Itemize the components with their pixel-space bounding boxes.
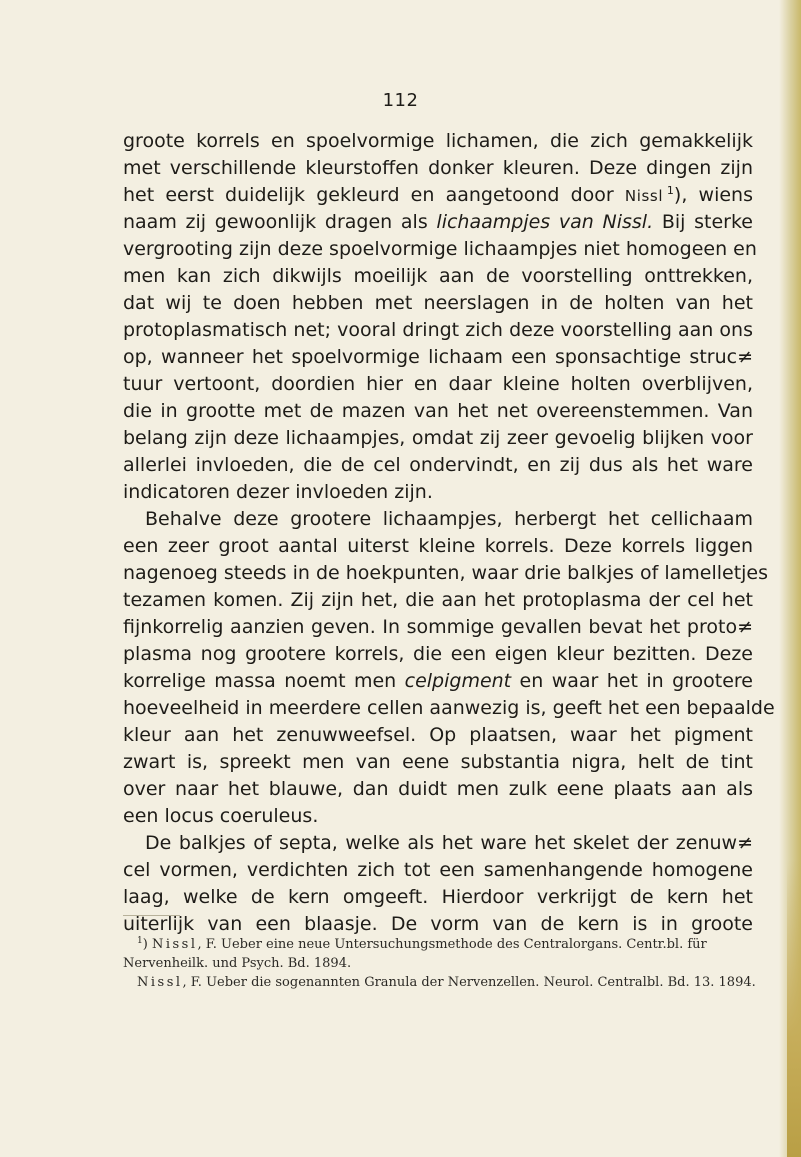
page-edge-stain <box>787 860 801 1157</box>
text-line: over naar het blauwe, dan duidt men zulk eene plaats aan als <box>123 778 753 800</box>
text-line: kleur aan het zenuwweefsel. Op plaatsen, waar het pigment <box>123 724 753 746</box>
text-line: met verschillende kleurstoffen donker kleuren. Deze dingen zijn <box>123 157 753 179</box>
text-line: groote korrels en spoelvormige lichamen, die zich gemakkelijk <box>123 130 753 152</box>
footnote-divider <box>123 915 180 916</box>
text-line: men kan zich dikwijls moeilijk aan de voorstelling onttrekken, <box>123 265 753 287</box>
text-line: plasma nog grootere korrels, die een eigen kleur bezitten. Deze <box>123 643 753 665</box>
footnote-mark: 1 <box>137 936 143 946</box>
footnote-line: $^1$) Nissl, F. Ueber eine neue Untersuchungsmethode des Centralorgans. Centr.bl. für <box>137 936 707 952</box>
text-line: De balkjes of septa, welke als het ware het skelet der zenuw≠ <box>145 832 753 854</box>
text-line: uiterlijk van een blaasje. De vorm van de kern is in groote <box>123 913 753 935</box>
page-number: 112 <box>382 90 419 111</box>
text-line: tuur vertoont, doordien hier en daar kleine holten overblijven, <box>123 373 753 395</box>
italic-term: celpigment <box>404 670 512 692</box>
text-line: het eerst duidelijk gekleurd en aangetoond door Nissl $^1$), wiens <box>123 184 753 206</box>
text-line: een locus coeruleus. <box>123 805 319 827</box>
text-line: zwart is, spreekt men van eene substantia nigra, helt de tint <box>123 751 753 773</box>
footnotes <box>123 935 756 992</box>
text-line: dat wij te doen hebben met neerslagen in de holten van het <box>123 292 753 314</box>
text-line: cel vormen, verdichten zich tot een samenhangende homogene <box>123 859 753 881</box>
footnote-line: Nervenheilk. und Psych. Bd. 1894. <box>123 956 352 971</box>
author-name-smallcaps: Nissl <box>624 187 664 205</box>
author-name-spaced: Nissl <box>151 937 198 952</box>
text-line: belang zijn deze lichaampjes, omdat zij zeer gevoelig blijken voor <box>123 427 753 449</box>
text-line: tezamen komen. Zij zijn het, die aan het protoplasma der cel het <box>123 589 753 611</box>
body-text <box>123 128 775 938</box>
text-line: Behalve deze grootere lichaampjes, herbergt het cellichaam <box>145 508 753 530</box>
text-line: allerlei invloeden, die de cel ondervindt, en zij dus als het ware <box>123 454 753 476</box>
author-name-spaced: Nissl <box>137 975 183 990</box>
text-line: een zeer groot aantal uiterst kleine korrels. Deze korrels liggen <box>123 535 753 557</box>
text-line: fijnkorrelig aanzien geven. In sommige gevallen bevat het proto≠ <box>123 616 753 638</box>
italic-term: lichaampjes van Nissl. <box>436 211 654 233</box>
text-line: laag, welke de kern omgeeft. Hierdoor verkrijgt de kern het <box>123 886 753 908</box>
footnote-line: Nissl, F. Ueber die sogenannten Granula der Nervenzellen. Neurol. Centralbl. Bd. 13. 1894. <box>137 975 756 990</box>
text-line: naam zij gewoonlijk dragen als lichaampjes van Nissl. Bij sterke <box>123 211 753 233</box>
text-line: protoplasmatisch net; vooral dringt zich deze voorstelling aan ons <box>123 319 753 341</box>
text-line: indicatoren dezer invloeden zijn. <box>123 481 433 503</box>
text-line: die in grootte met de mazen van het net overeenstemmen. Van <box>123 400 753 422</box>
footnote-ref: 1 <box>666 184 674 197</box>
text-line: korrelige massa noemt men celpigment en waar het in grootere <box>123 670 754 692</box>
text-line: hoeveelheid in meerdere cellen aanwezig is, geeft het een bepaalde <box>123 697 775 719</box>
text-line: op, wanneer het spoelvormige lichaam een sponsachtige struc≠ <box>123 346 753 368</box>
text-line: nagenoeg steeds in de hoekpunten, waar drie balkjes of lamelletjes <box>123 562 769 584</box>
text-line: vergrooting zijn deze spoelvormige lichaampjes niet homogeen en <box>123 238 757 260</box>
